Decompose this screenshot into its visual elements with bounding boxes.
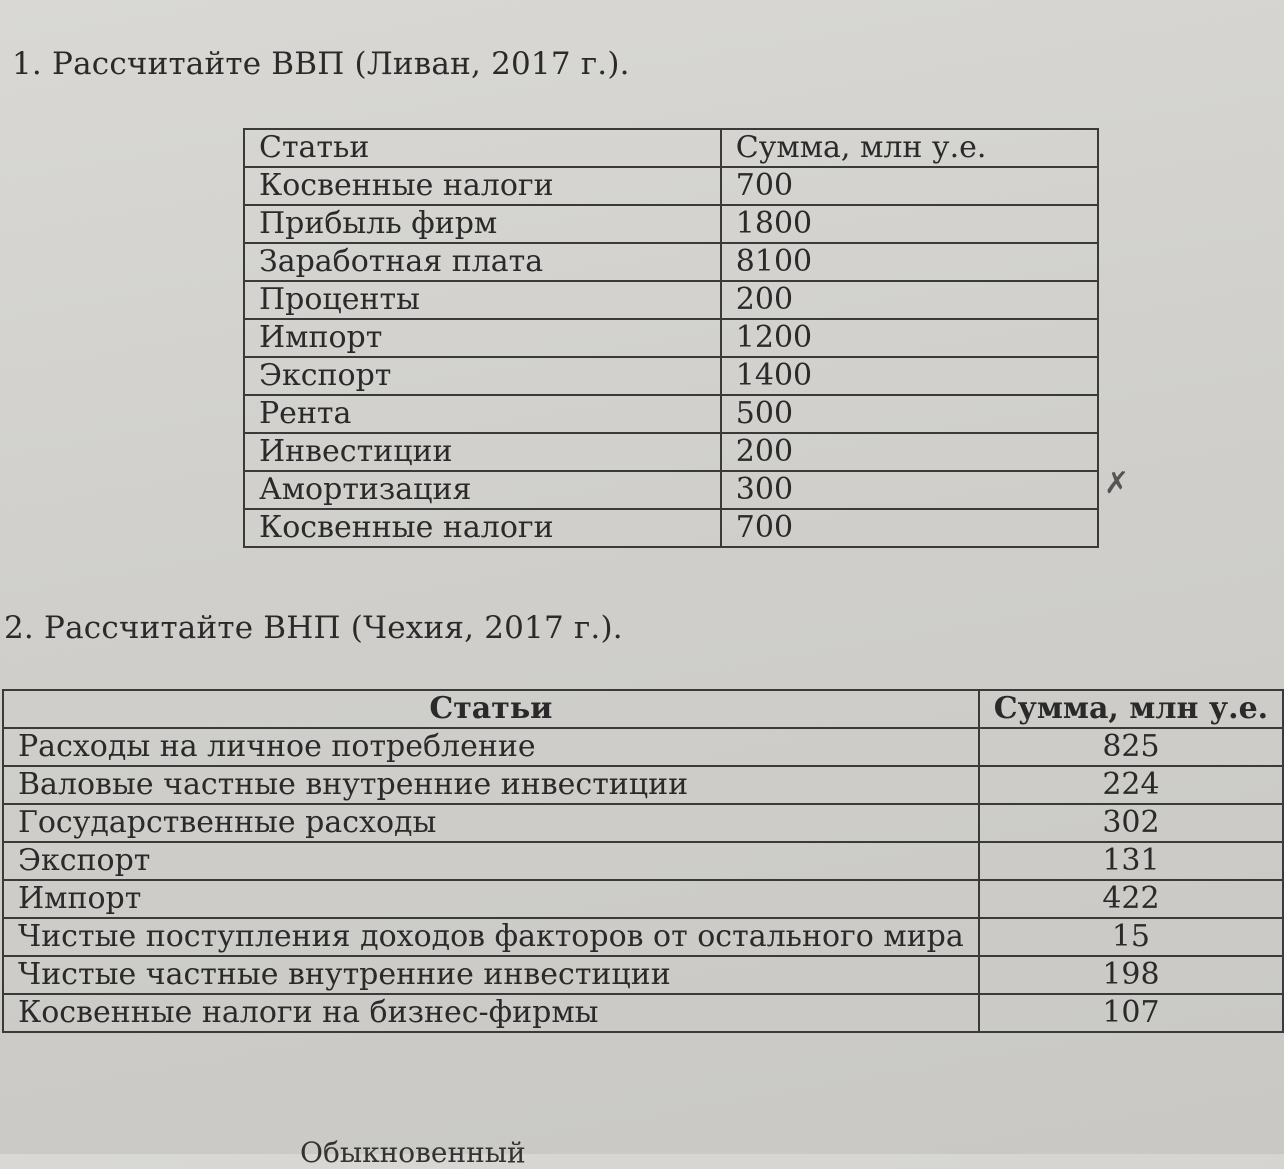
table-row — [244, 281, 1098, 319]
item-name: Импорт — [244, 319, 721, 357]
item-name: Амортизация — [244, 471, 721, 509]
item-name: Косвенные налоги на бизнес-фирмы — [3, 994, 979, 1032]
item-amount: 15 — [979, 918, 1283, 956]
item-amount: 200 — [721, 433, 1098, 471]
task1-title: 1. Рассчитайте ВВП (Ливан, 2017 г.). — [12, 46, 630, 82]
item-name: Заработная плата — [244, 243, 721, 281]
table-row — [244, 471, 1098, 509]
table-row — [3, 956, 1283, 994]
table-row — [3, 804, 1283, 842]
column-header: Статьи — [3, 690, 979, 728]
column-header: Сумма, млн у.е. — [979, 690, 1283, 728]
item-name: Рента — [244, 395, 721, 433]
table-header-row — [3, 690, 1283, 728]
gdp-table — [243, 128, 1099, 548]
item-amount: 131 — [979, 842, 1283, 880]
table-row — [244, 205, 1098, 243]
column-header: Статьи — [244, 129, 721, 167]
table-row — [244, 357, 1098, 395]
task2-title: 2. Рассчитайте ВНП (Чехия, 2017 г.). — [4, 610, 623, 646]
item-name: Инвестиции — [244, 433, 721, 471]
item-amount: 300 — [721, 471, 1098, 509]
cut-off-footer-text: Обыкновенный — [300, 1136, 526, 1169]
item-name: Государственные расходы — [3, 804, 979, 842]
item-amount: 1800 — [721, 205, 1098, 243]
item-amount: 422 — [979, 880, 1283, 918]
item-amount: 302 — [979, 804, 1283, 842]
column-header: Сумма, млн у.е. — [721, 129, 1098, 167]
table-row — [3, 880, 1283, 918]
item-amount: 1200 — [721, 319, 1098, 357]
item-amount: 8100 — [721, 243, 1098, 281]
table-row — [244, 319, 1098, 357]
item-name: Экспорт — [244, 357, 721, 395]
table-row — [244, 395, 1098, 433]
item-name: Косвенные налоги — [244, 167, 721, 205]
table-header-row — [244, 129, 1098, 167]
table-row — [244, 167, 1098, 205]
item-name: Чистые частные внутренние инвестиции — [3, 956, 979, 994]
table-row — [3, 766, 1283, 804]
gnp-table — [2, 689, 1284, 1033]
item-name: Чистые поступления доходов факторов от остального мира — [3, 918, 979, 956]
item-name: Прибыль фирм — [244, 205, 721, 243]
item-amount: 700 — [721, 509, 1098, 547]
table-row — [3, 842, 1283, 880]
item-name: Проценты — [244, 281, 721, 319]
item-amount: 107 — [979, 994, 1283, 1032]
table-row — [3, 918, 1283, 956]
item-name: Валовые частные внутренние инвестиции — [3, 766, 979, 804]
item-amount: 700 — [721, 167, 1098, 205]
table-row — [244, 509, 1098, 547]
item-amount: 1400 — [721, 357, 1098, 395]
item-amount: 224 — [979, 766, 1283, 804]
item-amount: 825 — [979, 728, 1283, 766]
item-amount: 500 — [721, 395, 1098, 433]
table-row — [244, 243, 1098, 281]
pen-mark: ✗ — [1104, 466, 1130, 501]
item-name: Импорт — [3, 880, 979, 918]
item-name: Экспорт — [3, 842, 979, 880]
item-amount: 198 — [979, 956, 1283, 994]
item-name: Косвенные налоги — [244, 509, 721, 547]
table-row — [3, 728, 1283, 766]
item-amount: 200 — [721, 281, 1098, 319]
item-name: Расходы на личное потребление — [3, 728, 979, 766]
table-row — [3, 994, 1283, 1032]
table-row — [244, 433, 1098, 471]
